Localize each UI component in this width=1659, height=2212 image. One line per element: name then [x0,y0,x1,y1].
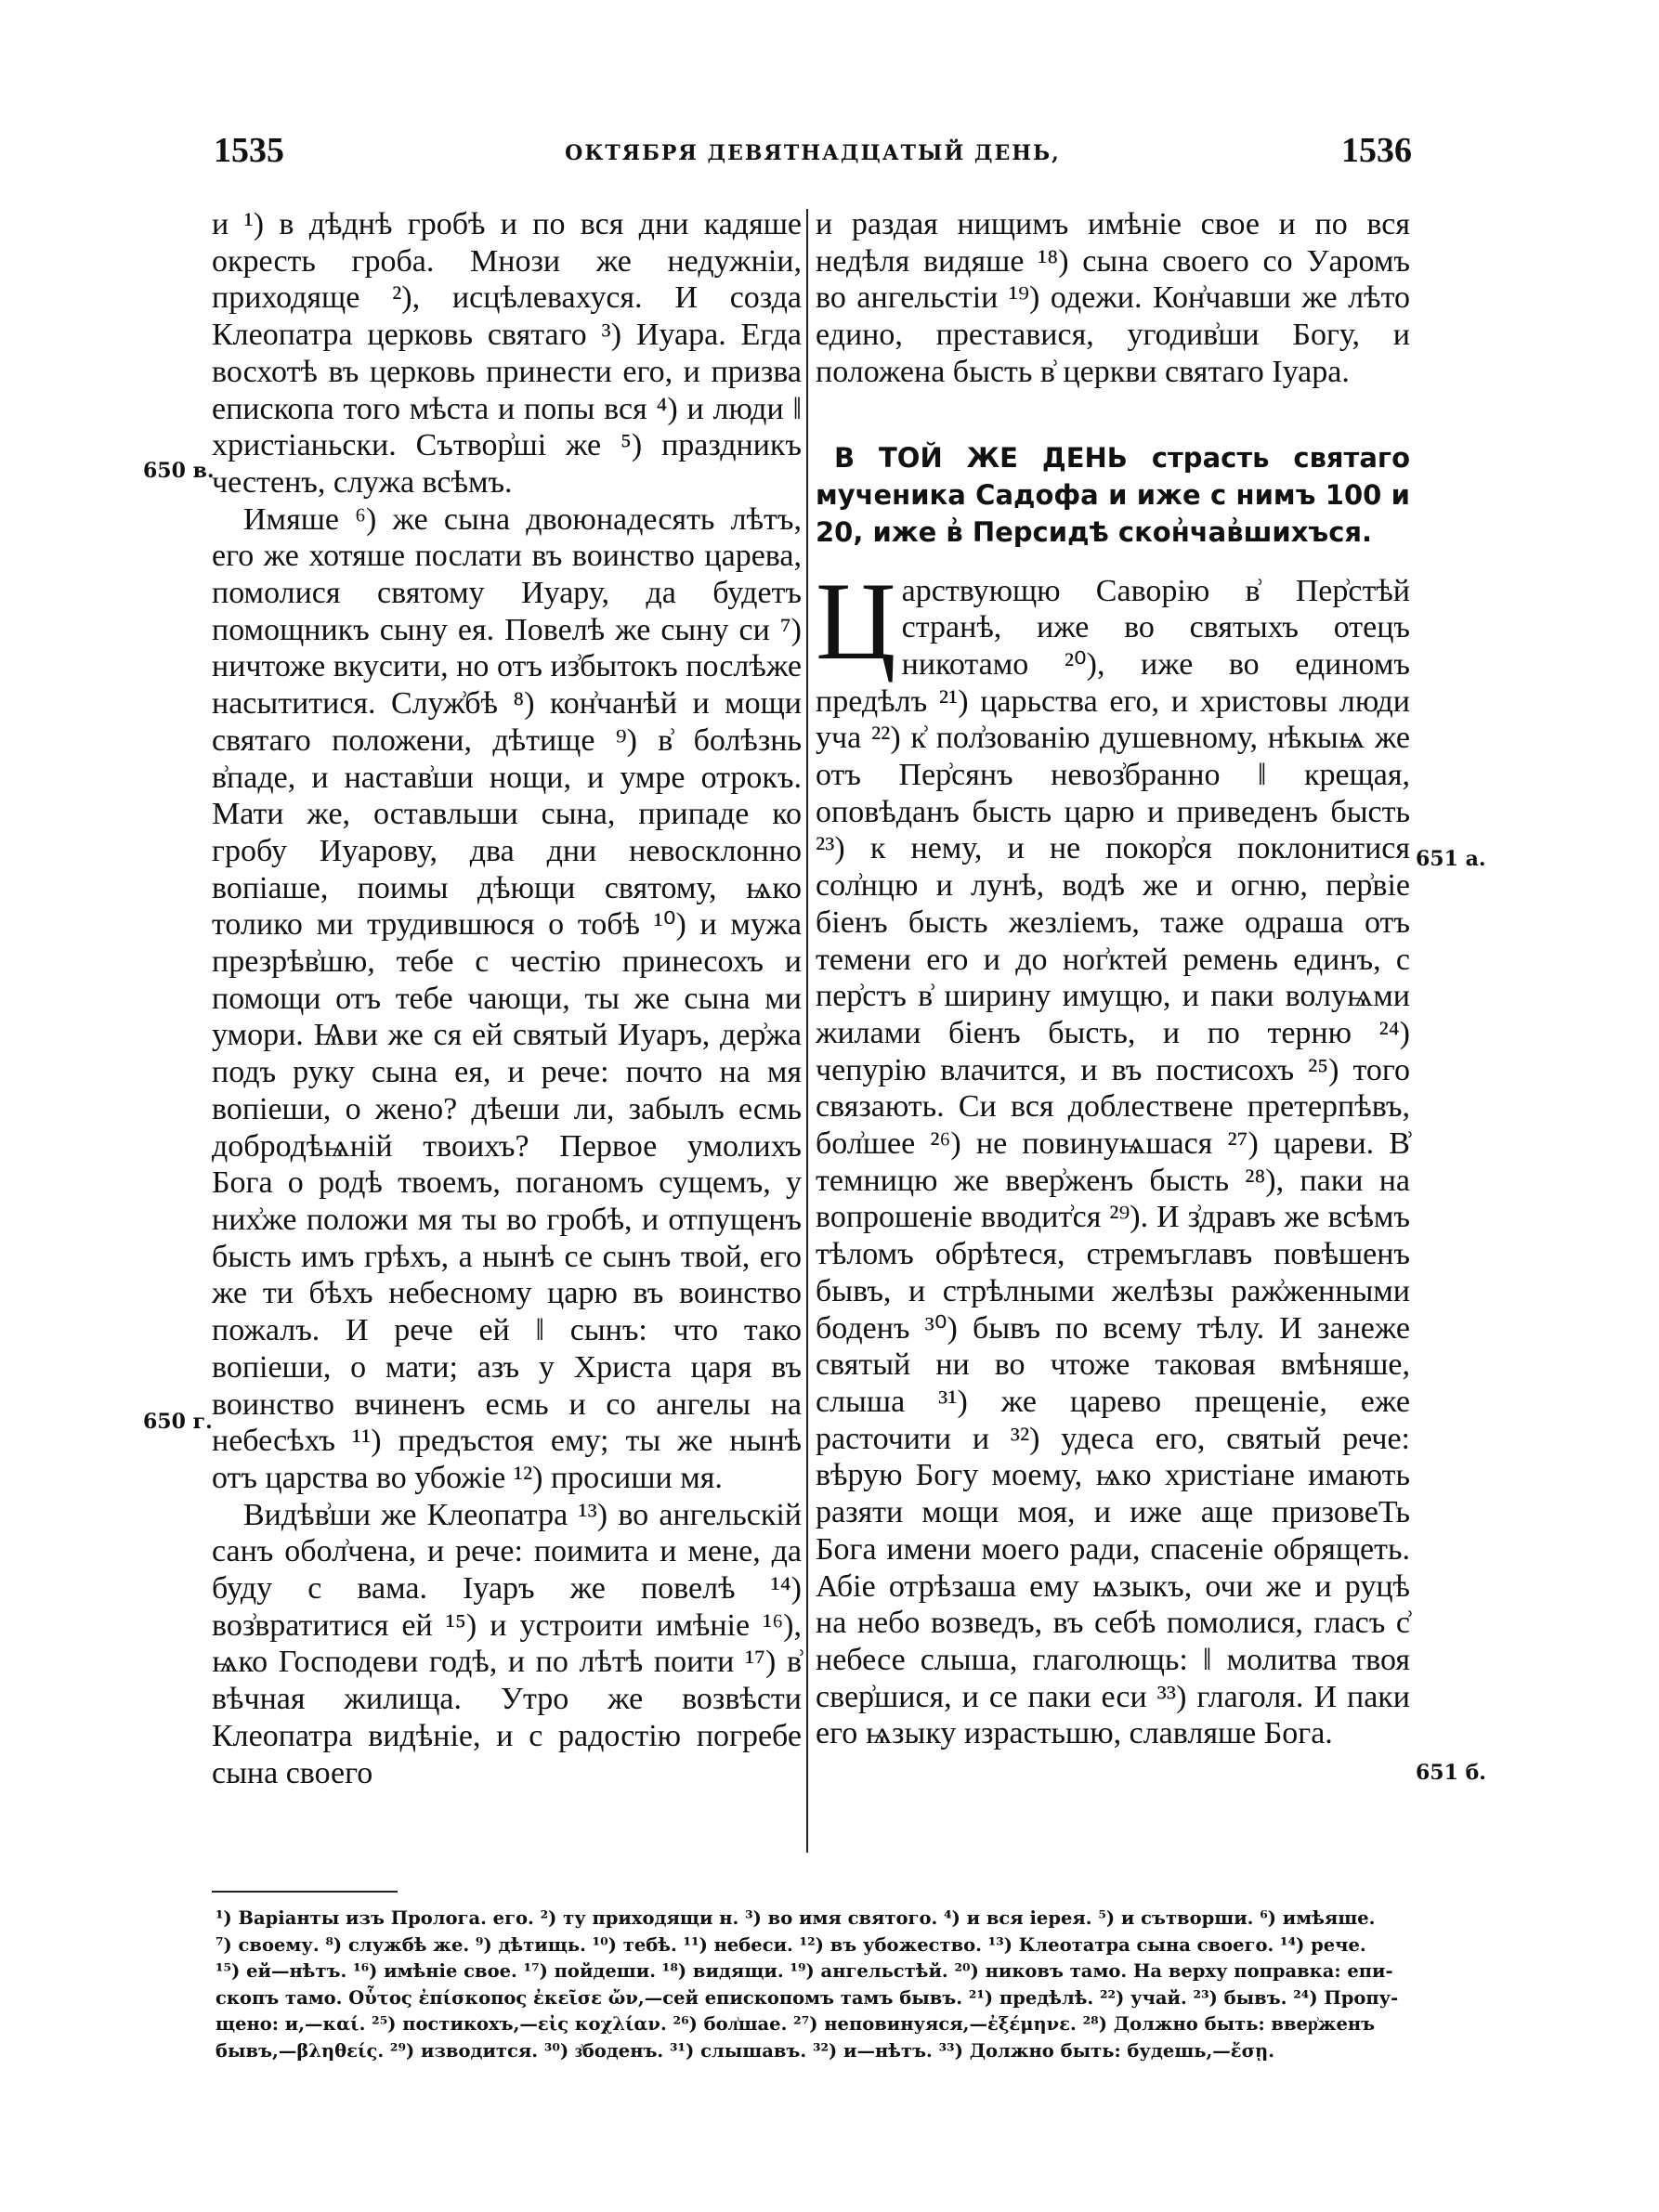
footnote-line: щено: и,—καί. ²⁵) постикохъ,—εἰς κοχλίαν. ²⁶) бол͗шае. ²⁷) неповинуяся,—ἐξέμηνε. ²⁸) Должно быть: ввер͗женъ [216,2013,1376,2035]
left-column [212,206,802,1791]
margin-note: 651 а. [1416,847,1486,871]
page-header [214,130,1412,186]
paragraph: Имяше ⁶) же сына двоюнадесять лѣтъ, его же хотяше послати въ воинство царева, помолися святому Иуару, да будетъ помощникъ сыну ея. Повелѣ же сыну си ⁷) ничтоже вкусити, но отъ из͗бытокъ послѣже насытитися. Служ͗бѣ ⁸) кон͗чанѣй и мощи святаго положени, дѣтище ⁹) в͗ болѣзнь в͗паде, и настав͗ши нощи, и умре отрокъ. Мати же, оставльши сына, припаде ко гробу Иуарову, два дни невосклонно вопіаше, поимы дѣющи святому, ѩко толико ми трудившюся о тобѣ ¹⁰) и мужа презрѣв͗шю, тебе с честію принесохъ и помощи отъ тебе чающи, ты же сына ми умори. Ѩви же ся ей святый Иуаръ, дер͗жа подъ руку сына ея, и рече: почто на мя вопіеши, о жено? дѣеши ли, забылъ есмь добродѣѩній твоихъ? Первое умолихъ Бога о родѣ твоемъ, поганомъ сущемъ, у них͗же положи мя ты во гробѣ, и отпущенъ бысть имъ грѣхъ, а нынѣ се сынъ твой, его же ти бѣхъ небесному царю въ воинство пожалъ. И рече ей ‖ сынъ: что тако вопіеши, о мати; азъ у Христа царя въ воинство вчиненъ есмь и со ангелы на небесѣхъ ¹¹) предъстоя ему; ты же нынѣ отъ царства во убожіе ¹²) просиши мя. [212,501,802,1495]
footnote-line: ¹) Варіанты изъ Пролога. его. ²) ту приходящи н. ³) во имя святого. ⁴) и вся іерея. ⁵) и сътворши. ⁶) имѣяше. [216,1907,1376,1929]
margin-note: 650 в. [143,459,215,483]
section-title-lead: В ТОЙ ЖЕ ДЕНЬ [834,441,1128,474]
footnote-rule [212,1891,398,1893]
paragraph [816,558,1410,1753]
running-title: ОКТЯБРЯ ДЕВЯТНАДЦАТЫЙ ДЕНЬ, [565,141,1061,165]
column-divider [806,209,808,1853]
footnote-line: ¹⁵) ей—нѣтъ. ¹⁶) имѣніе свое. ¹⁷) пойдеши. ¹⁸) видящи. ¹⁹) ангельстѣй. ²⁰) никовъ тамо. На верху поправка: епи- [216,1960,1393,1982]
footnotes [216,1906,1410,2064]
paragraph: и раздая нищимъ имѣніе свое и по вся недѣля видяше ¹⁸) сына своего со Уаромъ во ангельстіи ¹⁹) одежи. Кон͗чавши же лѣто едино, преставися, угодив͗ши Богу, и положена бысть в͗ церкви святаго Іуара. [816,207,1410,389]
page-number-right: 1536 [1341,131,1412,170]
paragraph: и ¹) в дѣднѣ гробѣ и по вся дни кадяше окресть гроба. Мнози же недужніи, приходяще ²), исцѣлевахуся. И созда Клеопатра церковь святаго ³) Иуара. Егда восхотѣ въ церковь принести его, и призва епископа того мѣста и попы вся ⁴) и люди ‖ христіаньски. Сътвор͗ші же ⁵) праздникъ честенъ, служа всѣмъ. [212,207,802,500]
footnote-line: скопъ тамо. Οὗτος ἐπίσκοπος ἐκεῖσε ὤν,—сей епископомъ тамъ бывъ. ²¹) предѣлѣ. ²²) учай. ²³) бывъ. ²⁴) Пропу- [216,1986,1399,2009]
page-number-left: 1535 [214,131,284,170]
right-column [816,206,1410,1752]
title-gap [816,551,1410,573]
drop-cap: Ц [816,558,896,683]
footnote-line: ⁷) своему. ⁸) службѣ же. ⁹) дѣтищь. ¹⁰) тебѣ. ¹¹) небеси. ¹²) въ убожество. ¹³) Клеотатра сына своего. ¹⁴) рече. [216,1933,1366,1956]
section-title [816,439,1410,551]
margin-note: 650 г. [143,1410,213,1434]
section-title-rest: страсть святаго мученика Садофа и иже с нимъ 100 и 20, иже в͗ Персидѣ скон͗чав͗шихъся. [816,441,1411,548]
section-gap [816,391,1410,439]
paragraph: Видѣв͗ши же Клеопатра ¹³) во ангельскій санъ обол͗чена, и рече: поимита и мене, да буду с вама. Іуаръ же повелѣ ¹⁴) воз͗вратитися ей ¹⁵) и устроити имѣніе ¹⁶), ѩко Господеви годѣ, и по лѣтѣ поити ¹⁷) в͗ вѣчная жилища. Утро же возвѣсти Клеопатра видѣніе, и с радостію погребе сына своего [212,1497,802,1790]
margin-note: 651 б. [1416,1761,1486,1785]
paragraph-text: арствующю Саворію в͗ Пер͗стѣй странѣ, иже во святыхъ отецъ никотамо ²⁰), иже во единомъ предѣлъ ²¹) царьства его, и христовы люди уча ²²) к͗ пол͗зованію душевному, нѣкыѩ же отъ Пер͗сянъ невоз͗бранно ‖ крещая, оповѣданъ бысть царю и приведенъ бысть ²³) к нему, и не покор͗ся поклонитися сол͗нцю и лунѣ, водѣ же и огню, пер͗віе біенъ бысть жезліемъ, таже одраша отъ темени его и до ног͗ктей ремень единъ, с пер͗стъ в͗ ширину имущю, и паки волуѩми жилами біенъ бысть, и по терню ²⁴) чепурію влачится, и въ постисохъ ²⁵) того связають. Си вся доблествене претерпѣвъ, бол͗шее ²⁶) не повинуѩшася ²⁷) цареви. В͗ темницю же ввер͗женъ бысть ²⁸), паки на вопрошеніе вводит͗ся ²⁹). И з͗дравъ же всѣмъ тѣломъ обрѣтеся, стремъглавъ повѣшенъ бывъ, и стрѣлными желѣзы раж͗женными боденъ ³⁰) бывъ по всему тѣлу. И занеже святый ни во чтоже таковая вмѣняше, слыша ³¹) же царево прещеніе, еже расточити и ³²) удеса его, святый рече: вѣрую Богу моему, ѩко христіане имають разяти мощи моя, и иже аще призовеТь Бога имени моего ради, спасеніе обрящеть. Абіе отрѣзаша ему ѩзыкъ, очи же и руцѣ на небо возведъ, въ себѣ помолися, гласъ с͗ небесе слыша, глаголющь: ‖ молитва твоя свер͗шися, и се паки еси ³³) глаголя. И паки его ѩзыку израстьшю, славляше Бога. [816,573,1410,1751]
footnote-line: бывъ,—βληθείς. ²⁹) изводится. ³⁰) з͗боденъ. ³¹) слышавъ. ³²) и—нѣтъ. ³³) Должно быть: будешь,—ἔσῃ. [216,2039,1274,2062]
